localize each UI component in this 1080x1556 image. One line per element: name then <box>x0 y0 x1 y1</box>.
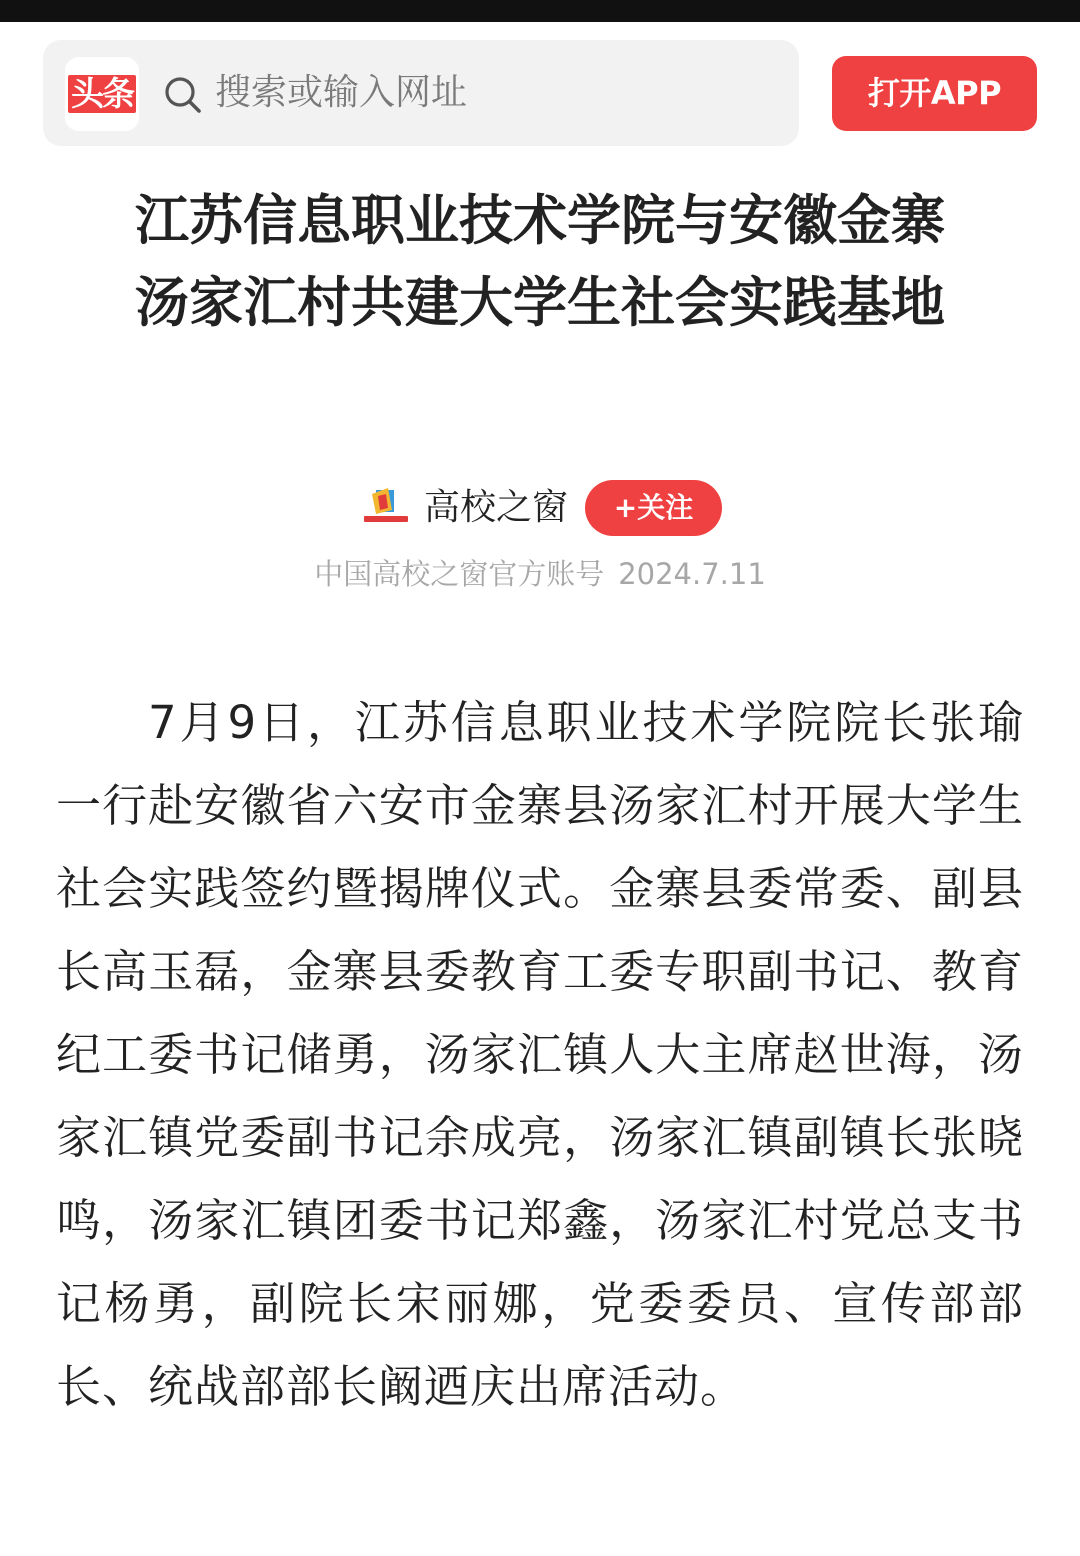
follow-button[interactable]: +关注 <box>585 480 722 536</box>
author-name[interactable]: 高校之窗 <box>424 487 569 528</box>
article-title: 江苏信息职业技术学院与安徽金寨汤家汇村共建大学生社会实践基地 <box>135 189 945 334</box>
search-icon <box>163 75 203 115</box>
open-app-button[interactable]: 打开APP <box>832 56 1037 131</box>
toutiao-logo-text: 头条 <box>68 75 136 113</box>
toutiao-logo-inner <box>65 57 139 131</box>
search-bar[interactable] <box>43 40 799 146</box>
article-body: 7月9日，江苏信息职业技术学院院长张瑜一行赴安徽省六安市金寨县汤家汇村开展大学生社会实践签约暨揭牌仪式。金寨县委常委、副县长高玉磊，金寨县委教育工委专职副书记、教育纪工委书记储勇，汤家汇镇人大主席赵世海，汤家汇镇党委副书记余成亮，汤家汇镇副镇长张晓鸣，汤家汇镇团委书记郑鑫，汤家汇村党总支书记杨勇，副院长宋丽娜，党委委员、宣传部部长、统战部部长阚迺庆出席活动。 <box>56 696 1024 1413</box>
author-description: 中国高校之窗官方账号 <box>314 557 605 591</box>
author-avatar-icon[interactable] <box>362 486 410 526</box>
publish-date: 2024.7.11 <box>618 557 766 591</box>
search-input[interactable]: 搜索或输入网址 <box>215 72 468 113</box>
status-bar <box>0 0 1080 22</box>
toutiao-logo[interactable] <box>65 57 139 131</box>
author-meta <box>0 550 1080 598</box>
author-row <box>0 478 1080 540</box>
